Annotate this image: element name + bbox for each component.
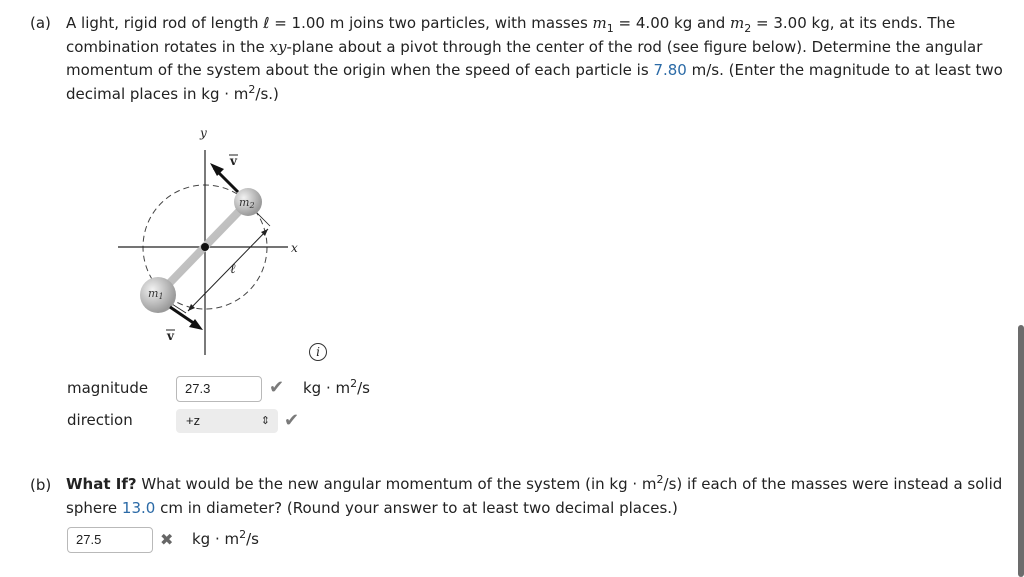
part-a-text-2: = 4.00 kg and [613,14,731,32]
m2-symbol: m [730,14,745,32]
direction-label: direction [67,411,133,429]
y-axis-label: y [200,126,207,140]
part-b-answer-input[interactable]: 27.5 [67,527,153,553]
part-a-exponent: 2 [248,82,256,96]
vertical-scrollbar[interactable] [1018,325,1024,577]
part-a-text-6: /s.) [255,84,279,103]
select-updown-icon: ⇕ [260,415,270,427]
part-a-text-4: -plane about a pivot through the center of the rod (see figure below). Determine the angular momentum of the system about the origin when the speed of each particle is [66,37,983,79]
part-a-question [66,12,1011,106]
diameter-value: 13.0 [121,498,156,517]
part-b-exponent: 2 [656,473,664,486]
x-axis-label: x [291,241,298,255]
m2-label: m2 [239,196,255,210]
rotating-rod-figure [110,125,310,360]
magnitude-check-icon: ✔ [269,377,285,398]
part-b-label: (b) [30,476,52,494]
length-label: ℓ [230,262,236,277]
part-b-unit: kg · $m^2/s$ [192,528,259,548]
what-if-heading: What If? [66,475,137,493]
pivot-dot [201,243,209,251]
magnitude-unit: kg · $m^2/s$ [303,377,370,397]
magnitude-label: magnitude [67,379,149,397]
part-a-text-5: m/s. (Enter the magnitude to at least two decimal places in kg · m [66,61,1003,103]
m2-subscript: 2 [744,22,752,35]
direction-select[interactable] [176,409,278,433]
part-b-text-2: /s) if each of the masses were instead a solid sphere [66,475,1003,517]
speed-value: 7.80 [653,61,687,79]
part-b-text-1: What would be the new angular momentum of the system (in kg · m [136,475,657,493]
m1-symbol: m [592,14,607,32]
part-b-text-3: cm in diameter? (Round your answer to at least two decimal places.) [155,498,678,517]
part-b-question [66,473,1011,520]
direction-check-icon: ✔ [284,410,300,431]
part-b-incorrect-icon: ✖ [160,530,174,549]
velocity-label-top: v [230,154,237,168]
part-a-text-1: A light, rigid rod of length ℓ = 1.00 m joins two particles, with masses [66,14,593,32]
part-a-text-3: = 3.00 kg, at its ends. The combination rotates in the [66,14,956,56]
length-dimension-arrow [188,229,268,311]
direction-selected-value: +z [186,413,201,428]
xy-plane: xy [269,37,287,56]
info-icon[interactable]: i [309,343,327,361]
magnitude-input[interactable]: 27.3 [176,376,262,402]
part-a-label: (a) [30,14,51,32]
m1-label: m1 [148,287,164,301]
velocity-label-bottom: v [167,329,174,343]
m1-subscript: 1 [606,22,614,35]
